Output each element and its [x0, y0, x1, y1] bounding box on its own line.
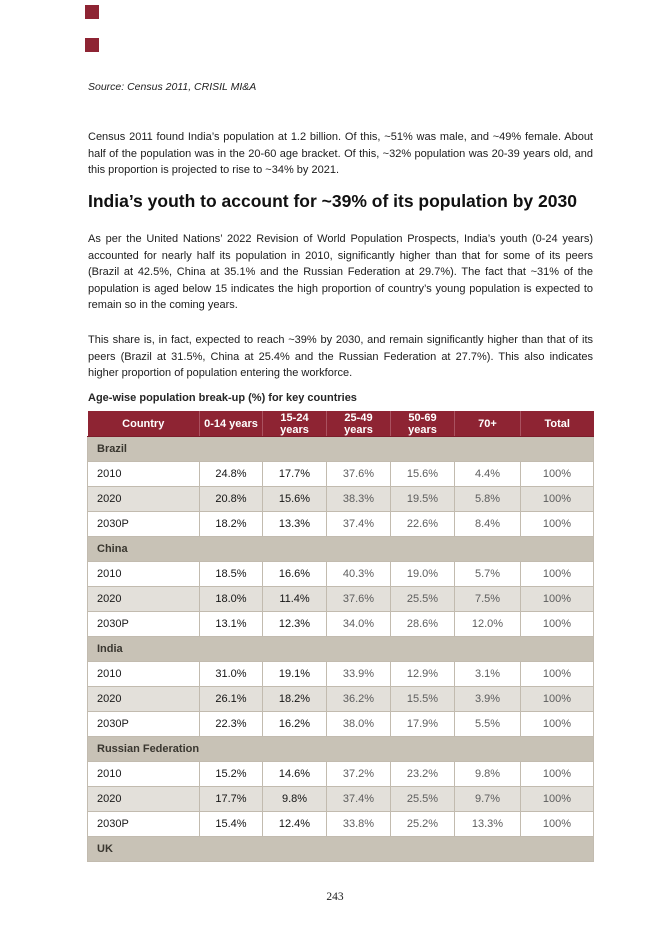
value-cell: 37.4%	[327, 787, 391, 812]
value-cell: 100%	[521, 462, 594, 487]
value-cell: 25.5%	[391, 587, 455, 612]
group-header-cell: UK	[88, 837, 594, 862]
column-header: 15-24 years	[263, 411, 327, 437]
group-row	[88, 437, 594, 462]
value-cell: 100%	[521, 587, 594, 612]
value-cell: 100%	[521, 612, 594, 637]
table-row	[88, 812, 594, 837]
value-cell: 5.8%	[455, 487, 521, 512]
year-cell: 2010	[88, 462, 200, 487]
value-cell: 15.4%	[200, 812, 263, 837]
value-cell: 5.7%	[455, 562, 521, 587]
source-note: Source: Census 2011, CRISIL MI&A	[88, 81, 257, 93]
value-cell: 34.0%	[327, 612, 391, 637]
table-row	[88, 512, 594, 537]
value-cell: 8.4%	[455, 512, 521, 537]
value-cell: 33.9%	[327, 662, 391, 687]
table-title: Age-wise population break-up (%) for key countries	[88, 392, 357, 404]
value-cell: 37.6%	[327, 462, 391, 487]
value-cell: 12.9%	[391, 662, 455, 687]
value-cell: 100%	[521, 487, 594, 512]
value-cell: 20.8%	[200, 487, 263, 512]
value-cell: 100%	[521, 787, 594, 812]
year-cell: 2010	[88, 762, 200, 787]
intro-paragraph: Census 2011 found India’s population at 1.2 billion. Of this, ~51% was male, and ~49% female. About half of the population was in the 20-60 age bracket. Of this, ~32% population was 20-39 years old, and this proportion is projected to rise to ~34% by 2021.	[88, 131, 593, 177]
group-row	[88, 637, 594, 662]
table-row	[88, 662, 594, 687]
value-cell: 22.6%	[391, 512, 455, 537]
year-cell: 2030P	[88, 712, 200, 737]
value-cell: 24.8%	[200, 462, 263, 487]
table-header	[88, 411, 594, 437]
value-cell: 12.3%	[263, 612, 327, 637]
value-cell: 40.3%	[327, 562, 391, 587]
value-cell: 3.9%	[455, 687, 521, 712]
value-cell: 17.9%	[391, 712, 455, 737]
table-row	[88, 612, 594, 637]
value-cell: 13.1%	[200, 612, 263, 637]
value-cell: 19.0%	[391, 562, 455, 587]
value-cell: 100%	[521, 562, 594, 587]
year-cell: 2020	[88, 687, 200, 712]
value-cell: 15.5%	[391, 687, 455, 712]
value-cell: 38.0%	[327, 712, 391, 737]
column-header: 0-14 years	[200, 411, 263, 437]
section-heading: India’s youth to account for ~39% of its population by 2030	[88, 191, 577, 211]
group-row	[88, 737, 594, 762]
value-cell: 18.0%	[200, 587, 263, 612]
year-cell: 2010	[88, 662, 200, 687]
value-cell: 100%	[521, 712, 594, 737]
value-cell: 18.2%	[200, 512, 263, 537]
value-cell: 38.3%	[327, 487, 391, 512]
maroon-square-marker-bottom	[85, 38, 99, 52]
maroon-square-marker-top	[85, 5, 99, 19]
value-cell: 22.3%	[200, 712, 263, 737]
column-header: 25-49 years	[327, 411, 391, 437]
year-cell: 2030P	[88, 612, 200, 637]
body-paragraph-2: This share is, in fact, expected to reach ~39% by 2030, and remain significantly higher than that of its peers (Brazil at 31.5%, China at 25.4% and the Russian Federation at 27.7%). This also indicates higher proportion of population entering the workforce.	[88, 334, 593, 380]
table-row	[88, 787, 594, 812]
table-row	[88, 687, 594, 712]
value-cell: 15.6%	[391, 462, 455, 487]
table-row	[88, 487, 594, 512]
value-cell: 5.5%	[455, 712, 521, 737]
value-cell: 13.3%	[263, 512, 327, 537]
value-cell: 9.8%	[455, 762, 521, 787]
year-cell: 2030P	[88, 512, 200, 537]
value-cell: 28.6%	[391, 612, 455, 637]
population-table	[87, 411, 594, 862]
value-cell: 15.2%	[200, 762, 263, 787]
value-cell: 17.7%	[263, 462, 327, 487]
year-cell: 2020	[88, 487, 200, 512]
table-row	[88, 587, 594, 612]
value-cell: 18.5%	[200, 562, 263, 587]
group-header-cell: Brazil	[88, 437, 594, 462]
value-cell: 100%	[521, 812, 594, 837]
body-paragraph-1: As per the United Nations’ 2022 Revision of World Population Prospects, India’s youth (0-24 years) accounted for nearly half its population in 2010, significantly higher than that for some of its peers (Brazil at 42.5%, China at 35.1% and the Russian Federation at 29.7%). The fact that ~31% of the population is aged below 15 indicates the high proportion of country’s young population is expected to remain so in the coming years.	[88, 233, 593, 312]
value-cell: 37.4%	[327, 512, 391, 537]
year-cell: 2030P	[88, 812, 200, 837]
value-cell: 25.2%	[391, 812, 455, 837]
value-cell: 100%	[521, 762, 594, 787]
value-cell: 31.0%	[200, 662, 263, 687]
value-cell: 23.2%	[391, 762, 455, 787]
value-cell: 100%	[521, 512, 594, 537]
value-cell: 16.6%	[263, 562, 327, 587]
year-cell: 2020	[88, 587, 200, 612]
value-cell: 26.1%	[200, 687, 263, 712]
year-cell: 2010	[88, 562, 200, 587]
header-row	[88, 411, 594, 437]
value-cell: 16.2%	[263, 712, 327, 737]
group-row	[88, 837, 594, 862]
group-header-cell: India	[88, 637, 594, 662]
value-cell: 12.0%	[455, 612, 521, 637]
column-header: 50-69 years	[391, 411, 455, 437]
value-cell: 100%	[521, 687, 594, 712]
value-cell: 13.3%	[455, 812, 521, 837]
table-row	[88, 562, 594, 587]
value-cell: 18.2%	[263, 687, 327, 712]
value-cell: 33.8%	[327, 812, 391, 837]
value-cell: 19.1%	[263, 662, 327, 687]
table-row	[88, 462, 594, 487]
value-cell: 36.2%	[327, 687, 391, 712]
value-cell: 37.6%	[327, 587, 391, 612]
group-header-cell: Russian Federation	[88, 737, 594, 762]
value-cell: 7.5%	[455, 587, 521, 612]
value-cell: 4.4%	[455, 462, 521, 487]
value-cell: 100%	[521, 662, 594, 687]
value-cell: 19.5%	[391, 487, 455, 512]
value-cell: 3.1%	[455, 662, 521, 687]
table-body	[88, 437, 594, 862]
group-row	[88, 537, 594, 562]
value-cell: 25.5%	[391, 787, 455, 812]
value-cell: 37.2%	[327, 762, 391, 787]
table-row	[88, 712, 594, 737]
group-header-cell: China	[88, 537, 594, 562]
page-number: 243	[326, 891, 344, 903]
year-cell: 2020	[88, 787, 200, 812]
value-cell: 17.7%	[200, 787, 263, 812]
value-cell: 9.7%	[455, 787, 521, 812]
column-header: 70+	[455, 411, 521, 437]
value-cell: 14.6%	[263, 762, 327, 787]
table-row	[88, 762, 594, 787]
value-cell: 11.4%	[263, 587, 327, 612]
value-cell: 15.6%	[263, 487, 327, 512]
value-cell: 9.8%	[263, 787, 327, 812]
column-header: Total	[521, 411, 594, 437]
value-cell: 12.4%	[263, 812, 327, 837]
column-header: Country	[88, 411, 200, 437]
